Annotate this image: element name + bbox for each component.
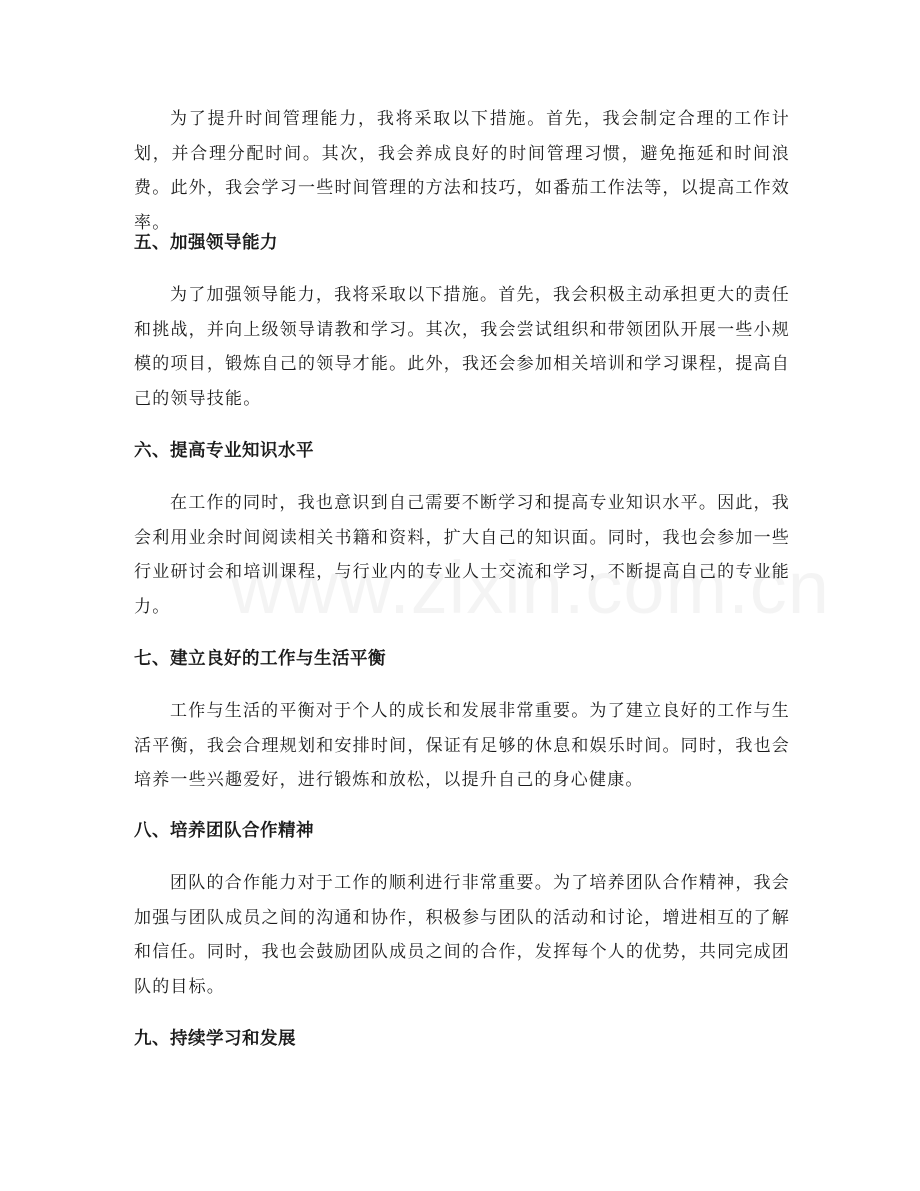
section-heading-8: 八、培养团队合作精神 <box>134 821 314 841</box>
paragraph-time-management: 为了提升时间管理能力，我将采取以下措施。首先，我会制定合理的工作计划，并合理分配时间。其次，我会养成良好的时间管理习惯，避免拖延和时间浪费。此外，我会学习一些时间管理的方法和技巧，如番茄工作法等，以提高工作效率。 <box>134 109 790 233</box>
paragraph-leadership: 为了加强领导能力，我将采取以下措施。首先，我会积极主动承担更大的责任和挑战，并向上级领导请教和学习。其次，我会尝试组织和带领团队开展一些小规模的项目，锻炼自己的领导才能。此外，我还会参加相关培训和学习课程，提高自己的领导技能。 <box>134 285 790 409</box>
paragraph-teamwork: 团队的合作能力对于工作的顺利进行非常重要。为了培养团队合作精神，我会加强与团队成员之间的沟通和协作，积极参与团队的活动和讨论，增进相互的了解和信任。同时，我也会鼓励团队成员之间的合作，发挥每个人的优势，共同完成团队的目标。 <box>134 873 790 997</box>
section-heading-7: 七、建立良好的工作与生活平衡 <box>134 649 386 669</box>
section-heading-5: 五、加强领导能力 <box>134 233 278 253</box>
section-heading-9: 九、持续学习和发展 <box>134 1029 296 1049</box>
paragraph-professional-knowledge: 在工作的同时，我也意识到自己需要不断学习和提高专业知识水平。因此，我会利用业余时间阅读相关书籍和资料，扩大自己的知识面。同时，我也会参加一些行业研讨会和培训课程，与行业内的专业人士交流和学习，不断提高自己的专业能力。 <box>134 493 790 617</box>
section-heading-6: 六、提高专业知识水平 <box>134 441 314 461</box>
paragraph-work-life-balance: 工作与生活的平衡对于个人的成长和发展非常重要。为了建立良好的工作与生活平衡，我会合理规划和安排时间，保证有足够的休息和娱乐时间。同时，我也会培养一些兴趣爱好，进行锻炼和放松，以提升自己的身心健康。 <box>134 701 790 790</box>
